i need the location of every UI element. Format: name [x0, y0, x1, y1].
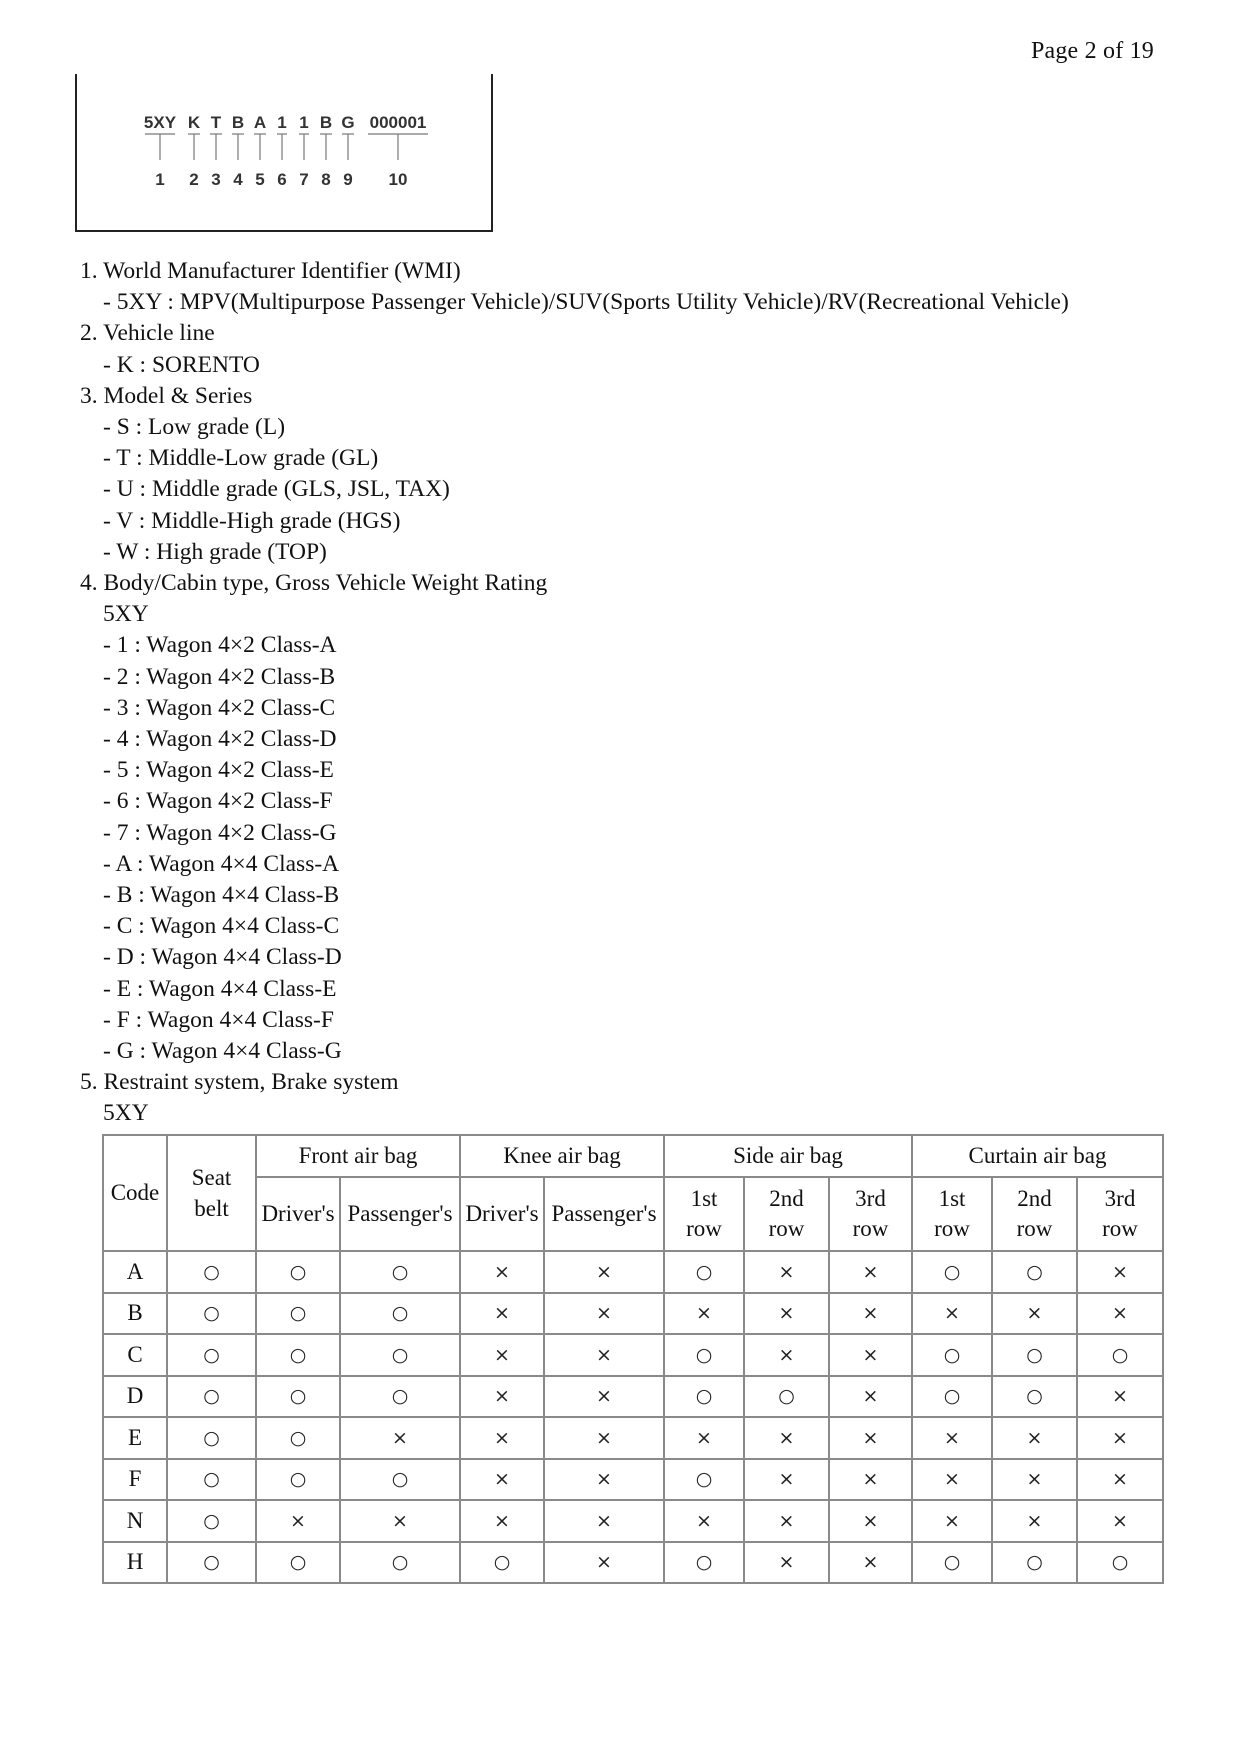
header-side-2nd-row: 2nd row [744, 1177, 829, 1251]
table-cell: ○ [340, 1334, 460, 1376]
vin-position-number: 7 [299, 170, 309, 189]
table-cell: ○ [167, 1376, 256, 1418]
table-cell: × [744, 1334, 829, 1376]
table-row [103, 1417, 1163, 1459]
header-knee-passengers: Passenger's [544, 1177, 664, 1251]
table-cell: ○ [664, 1376, 744, 1418]
header-knee-air-bag: Knee air bag [460, 1135, 664, 1177]
table-cell: × [544, 1417, 664, 1459]
table-cell: ○ [992, 1334, 1077, 1376]
table-cell: × [829, 1376, 912, 1418]
section-5 [80, 1067, 1180, 1129]
vin-position-number: 4 [233, 170, 243, 189]
header-front-air-bag: Front air bag [256, 1135, 460, 1177]
section-line: - 4 : Wagon 4×2 Class-D [103, 726, 337, 753]
table-cell: ○ [167, 1334, 256, 1376]
table-cell: ○ [912, 1376, 992, 1418]
table-cell: × [1077, 1293, 1163, 1335]
table-cell: × [829, 1500, 912, 1542]
table-cell: × [460, 1376, 544, 1418]
code-cell: B [103, 1293, 167, 1335]
section-line: - 3 : Wagon 4×2 Class-C [103, 694, 336, 721]
vin-character: 1 [299, 113, 309, 132]
section-line: - T : Middle-Low grade (GL) [103, 445, 379, 472]
header-code: Code [103, 1135, 167, 1251]
section-line: - A : Wagon 4×4 Class-A [103, 850, 340, 877]
table-cell: ○ [340, 1293, 460, 1335]
header-side-air-bag: Side air bag [664, 1135, 912, 1177]
vin-character: 000001 [369, 113, 427, 132]
header-seat-belt: Seat belt [167, 1135, 256, 1251]
code-cell: H [103, 1542, 167, 1584]
table-cell: × [829, 1334, 912, 1376]
vin-position-number: 3 [211, 170, 221, 189]
table-row [103, 1459, 1163, 1501]
section-line: - 5XY : MPV(Multipurpose Passenger Vehicle)/SUV(Sports Utility Vehicle)/RV(Recreational Vehicle) [103, 289, 1069, 316]
table-cell: × [664, 1293, 744, 1335]
table-cell: × [744, 1459, 829, 1501]
table-cell: ○ [992, 1376, 1077, 1418]
restraint-system-table [102, 1134, 1164, 1584]
code-cell: N [103, 1500, 167, 1542]
section-line: - D : Wagon 4×4 Class-D [103, 944, 342, 971]
header-side-1st-row: 1st row [664, 1177, 744, 1251]
header-curtain-2nd-row: 2nd row [992, 1177, 1077, 1251]
table-cell: ○ [256, 1293, 340, 1335]
table-cell: × [912, 1459, 992, 1501]
table-cell: × [664, 1417, 744, 1459]
vin-position-number: 1 [155, 170, 165, 189]
table-cell: × [460, 1417, 544, 1459]
table-cell: × [829, 1251, 912, 1293]
table-cell: × [744, 1500, 829, 1542]
table-row [103, 1293, 1163, 1335]
section-line: - G : Wagon 4×4 Class-G [103, 1038, 342, 1065]
table-cell: ○ [256, 1542, 340, 1584]
table-cell: ○ [167, 1417, 256, 1459]
vin-position-number: 5 [255, 170, 265, 189]
section-heading: 2. Vehicle line [80, 320, 215, 347]
table-cell: ○ [664, 1542, 744, 1584]
table-cell: × [744, 1542, 829, 1584]
table-cell: × [460, 1293, 544, 1335]
table-cell: × [340, 1417, 460, 1459]
vin-character: 1 [277, 113, 287, 132]
table-cell: × [912, 1293, 992, 1335]
section-heading: 5. Restraint system, Brake system [80, 1069, 399, 1096]
table-cell: × [992, 1459, 1077, 1501]
table-cell: × [460, 1334, 544, 1376]
section-line: 5XY [103, 601, 149, 628]
table-cell: ○ [340, 1459, 460, 1501]
vin-position-number: 2 [189, 170, 199, 189]
section-line: 5XY [103, 1100, 149, 1127]
vin-diagram-svg [77, 74, 495, 232]
section-line: - 6 : Wagon 4×2 Class-F [103, 788, 333, 815]
header-front-passengers: Passenger's [340, 1177, 460, 1251]
page-number: Page 2 of 19 [1030, 38, 1154, 64]
section-line: - 5 : Wagon 4×2 Class-E [103, 757, 334, 784]
table-cell: × [544, 1459, 664, 1501]
vin-character: 5XY [143, 113, 177, 132]
table-cell: ○ [256, 1251, 340, 1293]
table-cell: × [1077, 1500, 1163, 1542]
table-cell: × [460, 1459, 544, 1501]
table-cell: ○ [460, 1542, 544, 1584]
section-line: - 7 : Wagon 4×2 Class-G [103, 819, 337, 846]
table-cell: × [544, 1500, 664, 1542]
table-cell: × [544, 1251, 664, 1293]
vin-diagram [75, 74, 493, 232]
table-cell: × [829, 1542, 912, 1584]
table-cell: ○ [167, 1459, 256, 1501]
table-cell: × [544, 1334, 664, 1376]
table-cell: ○ [256, 1459, 340, 1501]
code-cell: E [103, 1417, 167, 1459]
table-cell: ○ [1077, 1542, 1163, 1584]
table-cell: × [829, 1459, 912, 1501]
table-cell: ○ [167, 1542, 256, 1584]
table-cell: ○ [664, 1459, 744, 1501]
table-cell: ○ [256, 1334, 340, 1376]
table-cell: ○ [256, 1417, 340, 1459]
header-knee-drivers: Driver's [460, 1177, 544, 1251]
section-heading: 1. World Manufacturer Identifier (WMI) [80, 258, 461, 284]
header-curtain-1st-row: 1st row [912, 1177, 992, 1251]
table-cell: ○ [664, 1251, 744, 1293]
section-line: - K : SORENTO [103, 351, 260, 378]
code-cell: D [103, 1376, 167, 1418]
table-cell: ○ [340, 1542, 460, 1584]
document-body [80, 256, 1180, 1130]
section-heading: 3. Model & Series [80, 382, 253, 409]
vin-position-number: 8 [321, 170, 331, 189]
table-cell: ○ [167, 1251, 256, 1293]
code-cell: F [103, 1459, 167, 1501]
header-front-drivers: Driver's [256, 1177, 340, 1251]
section-1 [80, 256, 1180, 318]
table-row [103, 1251, 1163, 1293]
table-cell: × [992, 1417, 1077, 1459]
table-cell: × [1077, 1459, 1163, 1501]
section-3 [80, 381, 1180, 568]
table-cell: × [1077, 1376, 1163, 1418]
section-line: - C : Wagon 4×4 Class-C [103, 913, 340, 940]
table-cell: × [460, 1500, 544, 1542]
section-line: - U : Middle grade (GLS, JSL, TAX) [103, 476, 450, 503]
vin-character: G [341, 113, 355, 132]
vin-position-number: 9 [343, 170, 353, 189]
section-line: - V : Middle-High grade (HGS) [103, 507, 401, 534]
vin-position-number: 10 [388, 170, 408, 189]
table-cell: ○ [340, 1251, 460, 1293]
table-cell: × [744, 1417, 829, 1459]
table-cell: ○ [1077, 1334, 1163, 1376]
section-line: - 2 : Wagon 4×2 Class-B [103, 663, 336, 690]
table-cell: ○ [912, 1334, 992, 1376]
table-cell: ○ [664, 1334, 744, 1376]
section-heading: 4. Body/Cabin type, Gross Vehicle Weight Rating [80, 570, 548, 597]
section-line: - B : Wagon 4×4 Class-B [103, 882, 340, 909]
table-cell: ○ [992, 1251, 1077, 1293]
table-cell: ○ [256, 1376, 340, 1418]
table-cell: × [460, 1251, 544, 1293]
table-cell: × [744, 1251, 829, 1293]
table-row [103, 1542, 1163, 1584]
section-line: - S : Low grade (L) [103, 414, 286, 441]
table-cell: × [912, 1417, 992, 1459]
table-cell: × [256, 1500, 340, 1542]
code-cell: C [103, 1334, 167, 1376]
vin-character: A [253, 113, 267, 132]
table-cell: × [744, 1293, 829, 1335]
header-curtain-air-bag: Curtain air bag [912, 1135, 1163, 1177]
table-cell: ○ [340, 1376, 460, 1418]
header-curtain-3rd-row: 3rd row [1077, 1177, 1163, 1251]
table-cell: × [544, 1376, 664, 1418]
table-cell: ○ [992, 1542, 1077, 1584]
section-line: - F : Wagon 4×4 Class-F [103, 1006, 334, 1033]
section-2 [80, 318, 1180, 380]
table-cell: × [1077, 1417, 1163, 1459]
table-row [103, 1334, 1163, 1376]
vin-character: B [319, 113, 333, 132]
table-cell: × [829, 1293, 912, 1335]
table-cell: ○ [912, 1251, 992, 1293]
table-cell: × [340, 1500, 460, 1542]
table-cell: × [992, 1293, 1077, 1335]
table-cell: ○ [744, 1376, 829, 1418]
table-cell: × [1077, 1251, 1163, 1293]
table-cell: × [544, 1542, 664, 1584]
table-body [103, 1251, 1163, 1583]
section-line: - E : Wagon 4×4 Class-E [103, 975, 337, 1002]
table-cell: ○ [167, 1500, 256, 1542]
table-cell: × [912, 1500, 992, 1542]
section-line: - W : High grade (TOP) [103, 538, 327, 565]
table-cell: ○ [912, 1542, 992, 1584]
vin-character: T [210, 113, 222, 132]
table-row [103, 1500, 1163, 1542]
vin-character: B [231, 113, 245, 132]
table-cell: × [829, 1417, 912, 1459]
table-cell: × [664, 1500, 744, 1542]
code-cell: A [103, 1251, 167, 1293]
table-cell: × [544, 1293, 664, 1335]
section-line: - 1 : Wagon 4×2 Class-A [103, 632, 337, 659]
vin-position-number: 6 [277, 170, 287, 189]
table-cell: × [992, 1500, 1077, 1542]
table-row [103, 1376, 1163, 1418]
header-side-3rd-row: 3rd row [829, 1177, 912, 1251]
vin-character: K [187, 113, 201, 132]
section-4 [80, 568, 1180, 1067]
table-cell: ○ [167, 1293, 256, 1335]
